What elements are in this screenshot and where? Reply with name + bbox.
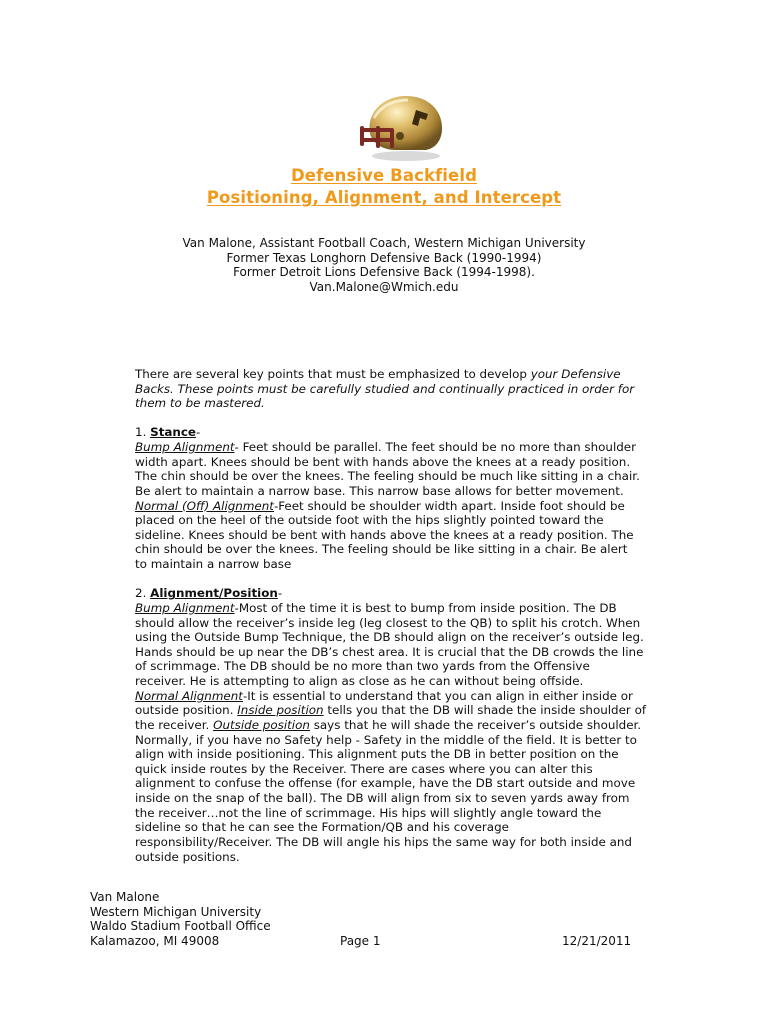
paragraph-line: placed on the heel of the outside foot with the hips slightly pointed toward the (135, 513, 604, 528)
text-span: -Feet should be shoulder width apart. Inside foot should be (273, 498, 625, 513)
paragraph-line (135, 499, 675, 514)
paragraph-line: width apart. Knees should be bent with hands above the knees at a ready position. (135, 454, 631, 469)
document-title-line1: Defensive Backfield (290, 166, 478, 185)
intro-line: Backs. These points must be carefully studied and continually practiced in order for (135, 381, 635, 396)
text-span: -Most of the time it is best to bump from inside position. The DB (234, 600, 617, 615)
term-label: Normal (Off) Alignment (135, 498, 274, 513)
author-line: Van Malone, Assistant Football Coach, Western Michigan University (182, 236, 586, 250)
text-span: your Defensive (530, 367, 621, 381)
text-span: There are several key points that must be emphasized to develop (135, 367, 531, 381)
author-line: Former Texas Longhorn Defensive Back (1990-1994) (226, 250, 542, 265)
paragraph-line: outside positions. (135, 849, 240, 864)
football-helmet-icon (356, 90, 448, 162)
paragraph-line: The chin should be over the knees. The feeling should be much like sitting in a chair. (135, 469, 640, 484)
paragraph-line: to maintain a narrow base (135, 557, 292, 572)
paragraph-line (135, 718, 675, 733)
paragraph-line: of scrimmage. The DB should be no more than two yards from the Offensive (135, 659, 590, 674)
term-label: Bump Alignment (135, 600, 235, 615)
document-title-line2: Positioning, Alignment, and Intercept (206, 188, 562, 207)
paragraph-line: align with inside positioning. This alignment puts the DB in better position on the (135, 747, 619, 762)
text-span: - (195, 425, 201, 440)
paragraph-line: sideline. Knees should be bent with hands above the knees at a ready position. The (135, 527, 634, 542)
paragraph-line (135, 601, 675, 616)
term-label: Outside position (213, 717, 310, 732)
text-span: tells you that the DB will shade the inside shoulder of (323, 703, 647, 718)
paragraph-line: sideline so that he can see the Formation/QB and his coverage (135, 820, 509, 835)
paragraph-line (135, 703, 675, 718)
spacer (135, 411, 675, 426)
paragraph-line (135, 440, 675, 455)
intro-line (135, 367, 675, 382)
footer-city: Kalamazoo, MI 49008 (90, 933, 220, 948)
intro-line: them to be mastered. (135, 396, 265, 411)
section-number: 2. (135, 586, 151, 601)
term-label: Inside position (237, 703, 324, 718)
section-number: 1. (135, 425, 151, 440)
section-alignment-heading (135, 586, 675, 601)
term-label: Normal Alignment (135, 688, 243, 703)
author-block (0, 236, 768, 294)
author-line: Former Detroit Lions Defensive Back (1994-1998). (233, 265, 535, 280)
section-stance-heading (135, 425, 675, 440)
paragraph-line (135, 689, 675, 704)
text-span: outside position. (135, 703, 238, 718)
paragraph-line: alignment to confuse the offense (for example, have the DB start outside and move (135, 776, 636, 791)
text-span: the receiver. (135, 717, 214, 732)
author-email: Van.Malone@Wmich.edu (309, 279, 459, 294)
paragraph-line: the receiver…not the line of scrimmage. His hips will slightly angle toward the (135, 805, 602, 820)
footer-last-line (90, 934, 650, 949)
text-span: says that he will shade the receiver’s outside shoulder. (309, 717, 642, 732)
paragraph-line: Be alert to maintain a narrow base. This narrow base allows for better movement. (135, 483, 624, 498)
page-number: Page 1 (340, 933, 381, 948)
text-span: - (277, 586, 283, 601)
paragraph-line: receiver. He is attempting to align as close as he can without being offside. (135, 674, 584, 689)
footer-name: Van Malone (90, 890, 160, 904)
paragraph-line: using the Outside Bump Technique, the DB should align on the receiver’s outside leg. (135, 630, 644, 645)
section-heading: Alignment/Position (150, 586, 278, 601)
text-span: -It is essential to understand that you can align in either inside or (242, 688, 633, 703)
footer-office: Waldo Stadium Football Office (90, 919, 271, 934)
footer-org: Western Michigan University (90, 904, 262, 919)
paragraph-line: quick inside routes by the Receiver. There are cases where you can alter this (135, 761, 593, 776)
section-heading: Stance (150, 425, 196, 440)
document-body (135, 367, 675, 864)
paragraph-line: responsibility/Receiver. The DB will angle his hips the same way for both inside and (135, 834, 632, 849)
spacer (135, 572, 675, 587)
page-footer (90, 890, 650, 948)
paragraph-line: chin should be over the knees. The feeling should be like sitting in a chair. Be alert (135, 542, 628, 557)
paragraph-line: Normally, if you have no Safety help - Safety in the middle of the field. It is better to (135, 732, 637, 747)
text-span: - Feet should be parallel. The feet should be no more than shoulder (234, 440, 637, 455)
paragraph-line: should allow the receiver’s inside leg (leg closest to the QB) to split his crotch. When (135, 615, 641, 630)
term-label: Bump Alignment (135, 440, 235, 455)
paragraph-line: Hands should be up near the DB’s chest area. It is crucial that the DB crowds the line (135, 644, 644, 659)
paragraph-line: inside on the snap of the ball). The DB will align from six to seven yards away from (135, 791, 630, 806)
footer-date: 12/21/2011 (562, 933, 632, 948)
